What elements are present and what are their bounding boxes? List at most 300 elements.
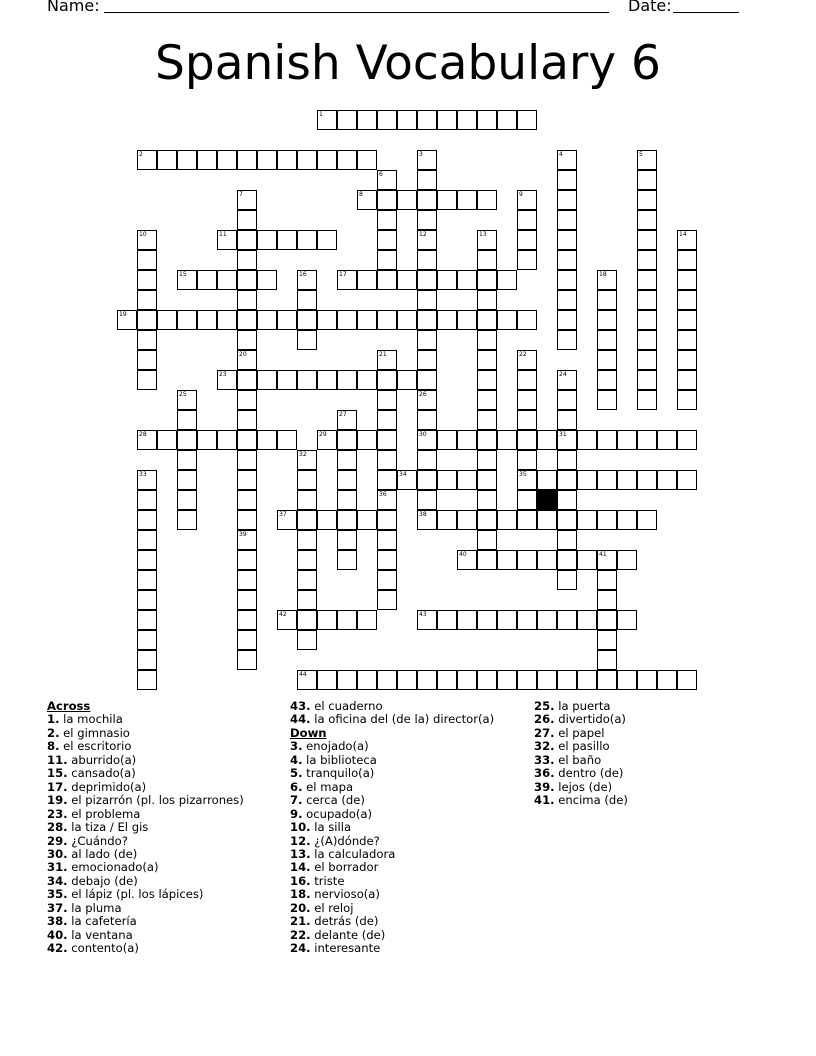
- grid-cell[interactable]: [417, 610, 437, 630]
- grid-cell[interactable]: [457, 430, 477, 450]
- grid-cell[interactable]: [597, 650, 617, 670]
- grid-cell[interactable]: [417, 310, 437, 330]
- grid-cell[interactable]: [597, 510, 617, 530]
- grid-cell[interactable]: [397, 190, 417, 210]
- grid-cell[interactable]: [437, 110, 457, 130]
- grid-cell[interactable]: [317, 110, 337, 130]
- grid-cell[interactable]: [417, 110, 437, 130]
- grid-cell[interactable]: [177, 450, 197, 470]
- grid-cell[interactable]: [397, 310, 417, 330]
- grid-cell[interactable]: [337, 510, 357, 530]
- grid-cell[interactable]: [237, 610, 257, 630]
- grid-cell[interactable]: [437, 670, 457, 690]
- grid-cell[interactable]: [417, 370, 437, 390]
- grid-cell[interactable]: [377, 350, 397, 370]
- grid-cell[interactable]: [397, 110, 417, 130]
- grid-cell[interactable]: [337, 530, 357, 550]
- grid-cell[interactable]: [557, 310, 577, 330]
- grid-cell[interactable]: [237, 550, 257, 570]
- grid-cell[interactable]: [417, 230, 437, 250]
- grid-cell[interactable]: [597, 630, 617, 650]
- grid-cell[interactable]: [297, 670, 317, 690]
- grid-cell[interactable]: [197, 270, 217, 290]
- grid-cell[interactable]: [557, 670, 577, 690]
- grid-cell[interactable]: [477, 490, 497, 510]
- grid-cell[interactable]: [597, 330, 617, 350]
- grid-cell[interactable]: [597, 610, 617, 630]
- grid-cell[interactable]: [457, 190, 477, 210]
- grid-cell[interactable]: [177, 150, 197, 170]
- grid-cell[interactable]: [517, 410, 537, 430]
- grid-cell[interactable]: [657, 670, 677, 690]
- grid-cell[interactable]: [597, 670, 617, 690]
- grid-cell[interactable]: [597, 310, 617, 330]
- grid-cell[interactable]: [597, 290, 617, 310]
- grid-cell[interactable]: [417, 490, 437, 510]
- grid-cell[interactable]: [477, 330, 497, 350]
- grid-cell[interactable]: [237, 310, 257, 330]
- grid-cell[interactable]: [397, 370, 417, 390]
- grid-cell[interactable]: [457, 270, 477, 290]
- grid-cell[interactable]: [157, 150, 177, 170]
- grid-cell[interactable]: [177, 430, 197, 450]
- grid-cell[interactable]: [377, 230, 397, 250]
- grid-cell[interactable]: [337, 410, 357, 430]
- grid-cell[interactable]: [597, 430, 617, 450]
- grid-cell[interactable]: [377, 110, 397, 130]
- grid-cell[interactable]: [597, 270, 617, 290]
- grid-cell[interactable]: [557, 370, 577, 390]
- grid-cell[interactable]: [417, 510, 437, 530]
- grid-cell[interactable]: [637, 670, 657, 690]
- grid-cell[interactable]: [517, 110, 537, 130]
- grid-cell[interactable]: [137, 490, 157, 510]
- grid-cell[interactable]: [297, 490, 317, 510]
- grid-cell[interactable]: [137, 290, 157, 310]
- grid-cell[interactable]: [577, 670, 597, 690]
- grid-cell[interactable]: [137, 570, 157, 590]
- grid-cell[interactable]: [637, 310, 657, 330]
- grid-cell[interactable]: [377, 250, 397, 270]
- grid-cell[interactable]: [297, 290, 317, 310]
- grid-cell[interactable]: [297, 310, 317, 330]
- grid-cell[interactable]: [237, 510, 257, 530]
- grid-cell[interactable]: [557, 430, 577, 450]
- grid-cell[interactable]: [437, 310, 457, 330]
- grid-cell[interactable]: [137, 270, 157, 290]
- grid-cell[interactable]: [557, 550, 577, 570]
- grid-cell[interactable]: [237, 530, 257, 550]
- grid-cell[interactable]: [257, 430, 277, 450]
- grid-cell[interactable]: [477, 530, 497, 550]
- grid-cell[interactable]: [417, 390, 437, 410]
- grid-cell[interactable]: [677, 370, 697, 390]
- grid-cell[interactable]: [517, 310, 537, 330]
- grid-cell[interactable]: [477, 370, 497, 390]
- grid-cell[interactable]: [677, 350, 697, 370]
- grid-cell[interactable]: [217, 230, 237, 250]
- grid-cell[interactable]: [517, 490, 537, 510]
- grid-cell[interactable]: [537, 430, 557, 450]
- grid-cell[interactable]: [337, 370, 357, 390]
- grid-cell[interactable]: [417, 350, 437, 370]
- grid-cell[interactable]: [337, 490, 357, 510]
- grid-cell[interactable]: [497, 310, 517, 330]
- grid-cell[interactable]: [357, 430, 377, 450]
- grid-cell[interactable]: [137, 150, 157, 170]
- grid-cell[interactable]: [557, 190, 577, 210]
- grid-cell[interactable]: [297, 450, 317, 470]
- grid-cell[interactable]: [417, 210, 437, 230]
- grid-cell[interactable]: [317, 430, 337, 450]
- grid-cell[interactable]: [637, 190, 657, 210]
- grid-cell[interactable]: [277, 150, 297, 170]
- grid-cell[interactable]: [177, 390, 197, 410]
- grid-cell[interactable]: [337, 150, 357, 170]
- grid-cell[interactable]: [197, 430, 217, 450]
- grid-cell[interactable]: [417, 150, 437, 170]
- grid-cell[interactable]: [377, 570, 397, 590]
- grid-cell[interactable]: [657, 430, 677, 450]
- grid-cell[interactable]: [237, 450, 257, 470]
- grid-cell[interactable]: [177, 410, 197, 430]
- grid-cell[interactable]: [137, 250, 157, 270]
- grid-cell[interactable]: [237, 190, 257, 210]
- grid-cell[interactable]: [377, 370, 397, 390]
- grid-cell[interactable]: [297, 270, 317, 290]
- grid-cell[interactable]: [557, 230, 577, 250]
- grid-cell[interactable]: [357, 370, 377, 390]
- grid-cell[interactable]: [537, 610, 557, 630]
- grid-cell[interactable]: [377, 170, 397, 190]
- grid-cell[interactable]: [317, 150, 337, 170]
- grid-cell[interactable]: [237, 570, 257, 590]
- grid-cell[interactable]: [137, 650, 157, 670]
- grid-cell[interactable]: [337, 470, 357, 490]
- grid-cell[interactable]: [517, 250, 537, 270]
- grid-cell[interactable]: [677, 330, 697, 350]
- grid-cell[interactable]: [217, 430, 237, 450]
- grid-cell[interactable]: [577, 510, 597, 530]
- grid-cell[interactable]: [517, 210, 537, 230]
- grid-cell[interactable]: [317, 230, 337, 250]
- grid-cell[interactable]: [177, 490, 197, 510]
- grid-cell[interactable]: [217, 370, 237, 390]
- grid-cell[interactable]: [297, 550, 317, 570]
- grid-cell[interactable]: [497, 550, 517, 570]
- grid-cell[interactable]: [377, 450, 397, 470]
- grid-cell[interactable]: [557, 570, 577, 590]
- grid-cell[interactable]: [257, 370, 277, 390]
- grid-cell[interactable]: [397, 670, 417, 690]
- grid-cell[interactable]: [297, 330, 317, 350]
- grid-cell[interactable]: [237, 370, 257, 390]
- grid-cell[interactable]: [437, 190, 457, 210]
- grid-cell[interactable]: [117, 310, 137, 330]
- grid-cell[interactable]: [637, 330, 657, 350]
- grid-cell[interactable]: [457, 670, 477, 690]
- grid-cell[interactable]: [237, 470, 257, 490]
- grid-cell[interactable]: [277, 610, 297, 630]
- grid-cell[interactable]: [137, 670, 157, 690]
- grid-cell[interactable]: [237, 230, 257, 250]
- grid-cell[interactable]: [377, 270, 397, 290]
- grid-cell[interactable]: [237, 290, 257, 310]
- grid-cell[interactable]: [637, 250, 657, 270]
- grid-cell[interactable]: [577, 430, 597, 450]
- grid-cell[interactable]: [137, 310, 157, 330]
- grid-cell[interactable]: [317, 310, 337, 330]
- grid-cell[interactable]: [357, 310, 377, 330]
- grid-cell[interactable]: [257, 230, 277, 250]
- grid-cell[interactable]: [377, 430, 397, 450]
- grid-cell[interactable]: [497, 670, 517, 690]
- grid-cell[interactable]: [257, 270, 277, 290]
- grid-cell[interactable]: [637, 210, 657, 230]
- grid-cell[interactable]: [237, 430, 257, 450]
- grid-cell[interactable]: [477, 270, 497, 290]
- grid-cell[interactable]: [477, 430, 497, 450]
- grid-cell[interactable]: [417, 430, 437, 450]
- grid-cell[interactable]: [597, 590, 617, 610]
- grid-cell[interactable]: [517, 470, 537, 490]
- grid-cell[interactable]: [677, 390, 697, 410]
- grid-cell[interactable]: [417, 290, 437, 310]
- grid-cell[interactable]: [517, 450, 537, 470]
- grid-cell[interactable]: [237, 150, 257, 170]
- grid-cell[interactable]: [557, 610, 577, 630]
- grid-cell[interactable]: [357, 610, 377, 630]
- grid-cell[interactable]: [297, 610, 317, 630]
- grid-cell[interactable]: [477, 110, 497, 130]
- grid-cell[interactable]: [497, 610, 517, 630]
- grid-cell[interactable]: [477, 290, 497, 310]
- grid-cell[interactable]: [297, 570, 317, 590]
- grid-cell[interactable]: [477, 190, 497, 210]
- grid-cell[interactable]: [537, 470, 557, 490]
- grid-cell[interactable]: [617, 430, 637, 450]
- grid-cell[interactable]: [637, 230, 657, 250]
- grid-cell[interactable]: [497, 270, 517, 290]
- grid-cell[interactable]: [637, 430, 657, 450]
- grid-cell[interactable]: [237, 270, 257, 290]
- grid-cell[interactable]: [517, 550, 537, 570]
- grid-cell[interactable]: [637, 390, 657, 410]
- grid-cell[interactable]: [457, 110, 477, 130]
- grid-cell[interactable]: [197, 150, 217, 170]
- grid-cell[interactable]: [197, 310, 217, 330]
- grid-cell[interactable]: [137, 430, 157, 450]
- grid-cell[interactable]: [477, 310, 497, 330]
- grid-cell[interactable]: [477, 250, 497, 270]
- grid-cell[interactable]: [357, 670, 377, 690]
- grid-cell[interactable]: [617, 550, 637, 570]
- grid-cell[interactable]: [677, 430, 697, 450]
- grid-cell[interactable]: [597, 350, 617, 370]
- grid-cell[interactable]: [437, 470, 457, 490]
- grid-cell[interactable]: [377, 530, 397, 550]
- grid-cell[interactable]: [557, 390, 577, 410]
- grid-cell[interactable]: [437, 510, 457, 530]
- grid-cell[interactable]: [377, 390, 397, 410]
- grid-cell[interactable]: [377, 550, 397, 570]
- grid-cell[interactable]: [657, 470, 677, 490]
- grid-cell[interactable]: [237, 490, 257, 510]
- grid-cell[interactable]: [597, 550, 617, 570]
- grid-cell[interactable]: [337, 270, 357, 290]
- grid-cell[interactable]: [557, 530, 577, 550]
- grid-cell[interactable]: [337, 430, 357, 450]
- grid-cell[interactable]: [257, 310, 277, 330]
- grid-cell[interactable]: [237, 350, 257, 370]
- grid-cell[interactable]: [457, 470, 477, 490]
- grid-cell[interactable]: [217, 150, 237, 170]
- grid-cell[interactable]: [357, 110, 377, 130]
- grid-cell[interactable]: [537, 510, 557, 530]
- grid-cell[interactable]: [377, 190, 397, 210]
- grid-cell[interactable]: [557, 250, 577, 270]
- grid-cell[interactable]: [477, 390, 497, 410]
- grid-cell[interactable]: [517, 190, 537, 210]
- grid-cell[interactable]: [397, 270, 417, 290]
- grid-cell[interactable]: [137, 610, 157, 630]
- grid-cell[interactable]: [597, 470, 617, 490]
- grid-cell[interactable]: [477, 470, 497, 490]
- grid-cell[interactable]: [337, 550, 357, 570]
- grid-cell[interactable]: [457, 550, 477, 570]
- grid-cell[interactable]: [377, 590, 397, 610]
- grid-cell[interactable]: [297, 370, 317, 390]
- grid-cell[interactable]: [417, 450, 437, 470]
- grid-cell[interactable]: [337, 670, 357, 690]
- grid-cell[interactable]: [137, 470, 157, 490]
- grid-cell[interactable]: [497, 110, 517, 130]
- grid-cell[interactable]: [577, 470, 597, 490]
- grid-cell[interactable]: [537, 550, 557, 570]
- grid-cell[interactable]: [557, 330, 577, 350]
- grid-cell[interactable]: [517, 510, 537, 530]
- grid-cell[interactable]: [477, 670, 497, 690]
- grid-cell[interactable]: [517, 430, 537, 450]
- grid-cell[interactable]: [517, 370, 537, 390]
- grid-cell[interactable]: [377, 470, 397, 490]
- grid-cell[interactable]: [177, 270, 197, 290]
- grid-cell[interactable]: [277, 310, 297, 330]
- grid-cell[interactable]: [357, 150, 377, 170]
- grid-cell[interactable]: [217, 310, 237, 330]
- grid-cell[interactable]: [437, 270, 457, 290]
- grid-cell[interactable]: [237, 250, 257, 270]
- grid-cell[interactable]: [417, 250, 437, 270]
- grid-cell[interactable]: [377, 310, 397, 330]
- grid-cell[interactable]: [277, 370, 297, 390]
- grid-cell[interactable]: [157, 430, 177, 450]
- grid-cell[interactable]: [557, 170, 577, 190]
- grid-cell[interactable]: [317, 670, 337, 690]
- grid-cell[interactable]: [237, 410, 257, 430]
- grid-cell[interactable]: [597, 570, 617, 590]
- grid-cell[interactable]: [317, 370, 337, 390]
- grid-cell[interactable]: [377, 510, 397, 530]
- grid-cell[interactable]: [677, 670, 697, 690]
- grid-cell[interactable]: [637, 170, 657, 190]
- grid-cell[interactable]: [617, 610, 637, 630]
- grid-cell[interactable]: [237, 390, 257, 410]
- grid-cell[interactable]: [157, 310, 177, 330]
- grid-cell[interactable]: [297, 470, 317, 490]
- grid-cell[interactable]: [617, 510, 637, 530]
- grid-cell[interactable]: [137, 550, 157, 570]
- grid-cell[interactable]: [477, 550, 497, 570]
- grid-cell[interactable]: [437, 610, 457, 630]
- grid-cell[interactable]: [237, 210, 257, 230]
- grid-cell[interactable]: [557, 450, 577, 470]
- grid-cell[interactable]: [297, 630, 317, 650]
- grid-cell[interactable]: [297, 510, 317, 530]
- grid-cell[interactable]: [437, 430, 457, 450]
- grid-cell[interactable]: [517, 390, 537, 410]
- grid-cell[interactable]: [237, 590, 257, 610]
- grid-cell[interactable]: [677, 470, 697, 490]
- grid-cell[interactable]: [137, 230, 157, 250]
- grid-cell[interactable]: [497, 510, 517, 530]
- grid-cell[interactable]: [337, 450, 357, 470]
- grid-cell[interactable]: [677, 310, 697, 330]
- grid-cell[interactable]: [677, 250, 697, 270]
- grid-cell[interactable]: [457, 610, 477, 630]
- grid-cell[interactable]: [417, 330, 437, 350]
- grid-cell[interactable]: [417, 470, 437, 490]
- grid-cell[interactable]: [137, 630, 157, 650]
- grid-cell[interactable]: [237, 650, 257, 670]
- grid-cell[interactable]: [357, 510, 377, 530]
- grid-cell[interactable]: [597, 390, 617, 410]
- grid-cell[interactable]: [557, 270, 577, 290]
- grid-cell[interactable]: [397, 470, 417, 490]
- grid-cell[interactable]: [577, 610, 597, 630]
- grid-cell[interactable]: [577, 550, 597, 570]
- grid-cell[interactable]: [537, 670, 557, 690]
- grid-cell[interactable]: [297, 530, 317, 550]
- grid-cell[interactable]: [237, 330, 257, 350]
- grid-cell[interactable]: [297, 230, 317, 250]
- grid-cell[interactable]: [477, 230, 497, 250]
- grid-cell[interactable]: [377, 410, 397, 430]
- grid-cell[interactable]: [237, 630, 257, 650]
- grid-cell[interactable]: [457, 510, 477, 530]
- grid-cell[interactable]: [357, 190, 377, 210]
- grid-cell[interactable]: [337, 110, 357, 130]
- grid-cell[interactable]: [177, 310, 197, 330]
- grid-cell[interactable]: [597, 370, 617, 390]
- grid-cell[interactable]: [677, 230, 697, 250]
- grid-cell[interactable]: [317, 510, 337, 530]
- grid-cell[interactable]: [617, 470, 637, 490]
- grid-cell[interactable]: [417, 670, 437, 690]
- grid-cell[interactable]: [677, 290, 697, 310]
- grid-cell[interactable]: [277, 510, 297, 530]
- grid-cell[interactable]: [497, 430, 517, 450]
- grid-cell[interactable]: [297, 150, 317, 170]
- grid-cell[interactable]: [137, 510, 157, 530]
- grid-cell[interactable]: [557, 490, 577, 510]
- grid-cell[interactable]: [677, 270, 697, 290]
- grid-cell[interactable]: [517, 350, 537, 370]
- grid-cell[interactable]: [277, 430, 297, 450]
- grid-cell[interactable]: [137, 350, 157, 370]
- grid-cell[interactable]: [137, 370, 157, 390]
- grid-cell[interactable]: [297, 590, 317, 610]
